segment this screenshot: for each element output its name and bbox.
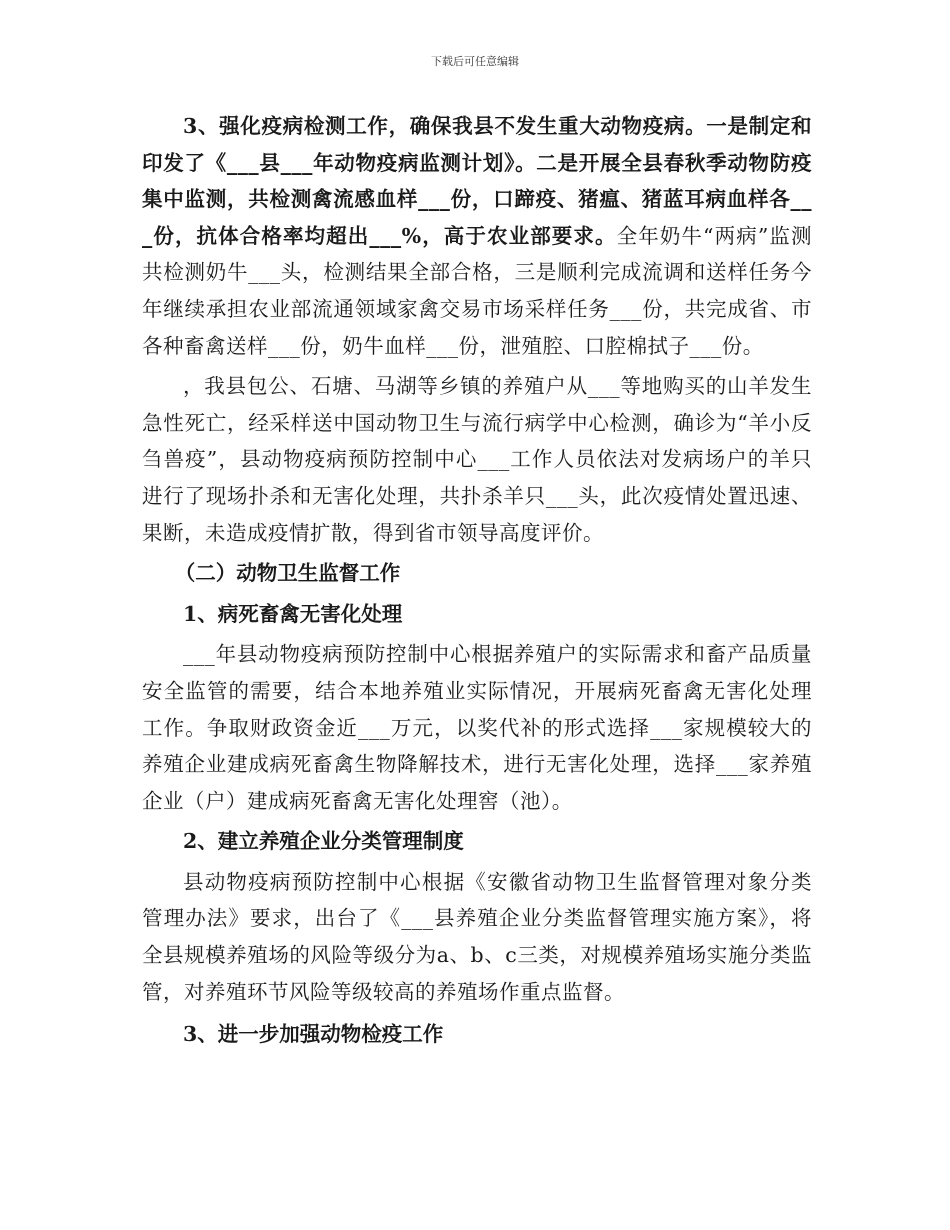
section-heading-animal-health-supervision: （二）动物卫生监督工作 (174, 561, 401, 586)
paragraph-disease-monitoring (142, 108, 812, 364)
heading-item-quarantine: 3、进一步加强动物检疫工作 (183, 1022, 444, 1047)
paragraph-classification-management: 县动物疫病预防控制中心根据《安徽省动物卫生监督管理对象分类管理办法》要求，出台了《___县养殖企业分类监督管理实施方案》，将全县规模养殖场的风险等级分为a、b、c三类，对规模养殖场实施分类监管，对养殖环节风险等级较高的养殖场作重点监督。 (142, 869, 812, 1004)
page-header: 下载后可任意编辑 (431, 55, 519, 68)
document-body (142, 108, 812, 1053)
paragraph-harmless-treatment: ___年县动物疫病预防控制中心根据养殖户的实际需求和畜产品质量安全监管的需要，结合本地养殖业实际情况，开展病死畜禽无害化处理工作。争取财政资金近___万元，以奖代补的形式选择___家规模较大的养殖企业建成病死畜禽生物降解技术，进行无害化处理，选择___家养殖企业（户）建成病死畜禽无害化处理窖（池）。 (142, 642, 812, 813)
paragraph-sheep-outbreak: ，我县包公、石塘、马湖等乡镇的养殖户从___等地购买的山羊发生急性死亡，经采样送中国动物卫生与流行病学中心检测，确诊为“羊小反刍兽疫”，县动物疫病预防控制中心___工作人员依法对发病场户的羊只进行了现场扑杀和无害化处理，共扑杀羊只___头，此次疫情处置迅速、果断，未造成疫情扩散，得到省市领导高度评价。 (142, 374, 812, 545)
heading-item-harmless-treatment: 1、病死畜禽无害化处理 (183, 601, 403, 626)
paragraph-bold-lead: 3、强化疫病检测工作，确保我县不发生重大动物疫病。一是制定和印发了《___县___年动物疫病监测计划》。二是开展全县春秋季动物防疫集中监测，共检测禽流感血样___份，口蹄疫、猪瘟、猪蓝耳病血样各___份，抗体合格率均超出___%，高于农业部要求。 (142, 114, 812, 248)
paragraph-continuation: 全年奶牛“两病”监测共检测奶牛___头，检测结果全部合格，三是顺利完成流调和送样任务今年继续承担农业部流通领域家禽交易市场采样任务___份，共完成省、市各种畜禽送样___份，奶牛血样___份，泄殖腔、口腔棉拭子___份。 (142, 223, 812, 358)
heading-item-classification-management: 2、建立养殖企业分类管理制度 (183, 829, 464, 854)
